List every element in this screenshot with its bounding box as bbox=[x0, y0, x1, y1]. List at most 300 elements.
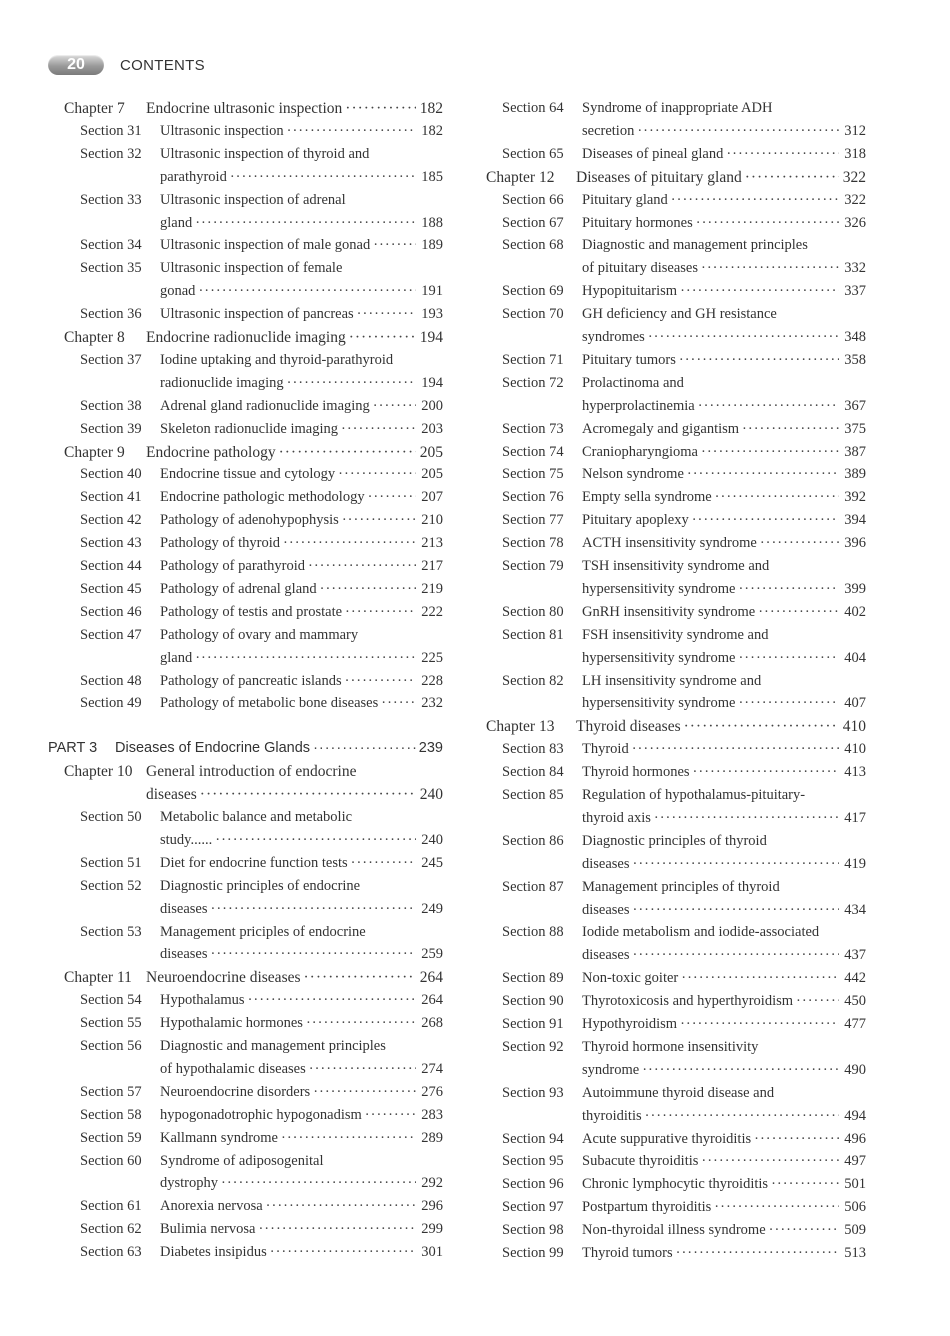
toc-section-label: Section 55 bbox=[80, 1015, 142, 1032]
toc-entry-text bbox=[582, 578, 866, 601]
toc-section-row bbox=[48, 418, 443, 441]
toc-page-number: 228 bbox=[421, 672, 443, 689]
toc-page-number: 182 bbox=[419, 100, 443, 117]
dot-leader bbox=[283, 532, 416, 555]
toc-page-number: 191 bbox=[421, 283, 443, 300]
toc-page-number: 264 bbox=[421, 992, 443, 1009]
toc-entry-text bbox=[115, 737, 443, 760]
page-title: CONTENTS bbox=[120, 56, 205, 74]
toc-entry-text bbox=[160, 189, 443, 212]
toc-entry-title: Ultrasonic inspection bbox=[160, 122, 284, 139]
toc-entry-title: of pituitary diseases bbox=[582, 260, 698, 277]
toc-entry-title: diseases bbox=[582, 901, 630, 918]
toc-entry-title: Diseases of pituitary gland bbox=[576, 168, 742, 186]
toc-entry-text bbox=[146, 97, 443, 120]
toc-section-row bbox=[48, 555, 443, 578]
toc-chapter-row bbox=[484, 166, 866, 189]
toc-entry-text bbox=[582, 692, 866, 715]
dot-leader bbox=[692, 509, 839, 532]
toc-page-number: 232 bbox=[421, 695, 443, 712]
toc-section-row bbox=[484, 761, 866, 784]
toc-section-label: Section 62 bbox=[80, 1221, 142, 1238]
toc-section-row bbox=[484, 692, 866, 715]
toc-entry-title: Thyroid tumors bbox=[582, 1245, 673, 1261]
toc-page-number: 182 bbox=[421, 122, 443, 139]
toc-entry-text bbox=[582, 1128, 866, 1151]
toc-section-row bbox=[484, 624, 866, 647]
toc-entry-text bbox=[160, 349, 443, 372]
toc-section-row bbox=[48, 875, 443, 898]
toc-page-number: 274 bbox=[421, 1060, 443, 1077]
toc-entry-text bbox=[160, 921, 443, 944]
dot-leader bbox=[368, 486, 416, 509]
toc-entry-title: Pathology of parathyroid bbox=[160, 558, 305, 574]
toc-entry-text bbox=[160, 257, 443, 280]
toc-section-row bbox=[484, 1173, 866, 1196]
toc-section-row bbox=[484, 784, 866, 807]
toc-page-number: 494 bbox=[844, 1107, 866, 1124]
dot-leader bbox=[693, 761, 839, 784]
dot-leader bbox=[195, 647, 416, 670]
toc-section-row bbox=[484, 1036, 866, 1059]
toc-section-row bbox=[484, 1219, 866, 1242]
toc-entry-title: Pathology of metabolic bone diseases bbox=[160, 695, 379, 712]
toc-section-row bbox=[484, 1196, 866, 1219]
toc-entry-text bbox=[160, 1241, 443, 1264]
toc-chapter-label: Chapter 9 bbox=[64, 443, 125, 461]
toc-entry-title: Syndrome of adiposogenital bbox=[160, 1152, 324, 1169]
toc-section-row bbox=[484, 372, 866, 395]
toc-entry-title: Iodide metabolism and iodide-associated bbox=[582, 924, 820, 941]
toc-section-row bbox=[484, 532, 866, 555]
toc-section-row bbox=[48, 1127, 443, 1150]
dot-leader bbox=[715, 486, 839, 509]
toc-page-number: 367 bbox=[844, 397, 866, 414]
dot-leader bbox=[687, 463, 839, 486]
toc-section-row bbox=[484, 601, 866, 624]
toc-entry-title: Chronic lymphocytic thyroiditis bbox=[582, 1176, 769, 1193]
toc-entry-title: Endocrine pathologic methodology bbox=[160, 489, 365, 506]
toc-section-label: Section 39 bbox=[80, 420, 142, 437]
toc-entry-title: Thyrotoxicosis and hyperthyroidism bbox=[582, 993, 794, 1010]
toc-entry-title: syndromes bbox=[582, 329, 645, 345]
toc-section-label: Section 44 bbox=[80, 558, 142, 574]
toc-page-number: 268 bbox=[421, 1015, 443, 1032]
toc-entry-text bbox=[160, 280, 443, 303]
toc-part-row bbox=[48, 737, 443, 760]
toc-section-row bbox=[48, 806, 443, 829]
toc-section-row bbox=[484, 990, 866, 1013]
toc-chapter-label: Chapter 12 bbox=[486, 168, 555, 186]
toc-entry-text bbox=[576, 166, 866, 189]
toc-entry-title: Diseases of pineal gland bbox=[582, 145, 724, 162]
toc-section-label: Section 98 bbox=[502, 1222, 564, 1239]
dot-leader bbox=[211, 943, 416, 966]
toc-entry-text bbox=[582, 372, 866, 395]
toc-section-row bbox=[484, 326, 866, 349]
toc-entry-title: Ultrasonic inspection of female bbox=[160, 260, 343, 277]
dot-leader bbox=[726, 143, 839, 166]
dot-leader bbox=[211, 898, 416, 921]
toc-chapter-row bbox=[48, 326, 443, 349]
toc-section-row bbox=[484, 738, 866, 761]
toc-section-row bbox=[48, 647, 443, 670]
toc-section-row bbox=[48, 532, 443, 555]
toc-entry-title: Hypothalamic hormones bbox=[160, 1015, 303, 1032]
toc-entry-title: diseases bbox=[582, 855, 630, 872]
toc-section-label: Section 92 bbox=[502, 1038, 564, 1055]
dot-leader bbox=[738, 647, 839, 670]
dot-leader bbox=[771, 1173, 839, 1196]
toc-page-number: 410 bbox=[844, 741, 866, 758]
toc-section-label: Section 56 bbox=[80, 1038, 142, 1054]
toc-section-row bbox=[48, 943, 443, 966]
dot-leader bbox=[258, 1218, 416, 1241]
toc-section-label: Section 36 bbox=[80, 306, 142, 323]
dot-leader bbox=[645, 1105, 839, 1128]
toc-section-row bbox=[48, 1218, 443, 1241]
toc-page-number: 245 bbox=[421, 854, 443, 871]
dot-leader bbox=[373, 234, 416, 257]
toc-entry-title: Pathology of testis and prostate bbox=[160, 603, 343, 620]
toc-section-row bbox=[484, 280, 866, 303]
toc-section-label: Section 93 bbox=[502, 1084, 564, 1101]
toc-entry-text bbox=[582, 784, 866, 807]
toc-entry-text bbox=[582, 463, 866, 486]
dot-leader bbox=[308, 555, 416, 578]
toc-entry-text bbox=[582, 120, 866, 143]
toc-section-label: Section 42 bbox=[80, 512, 142, 529]
dot-leader bbox=[309, 1058, 416, 1081]
toc-entry-title: Management principles of thyroid bbox=[582, 878, 780, 895]
toc-page-number: 240 bbox=[419, 786, 443, 804]
toc-entry-text bbox=[582, 876, 866, 899]
dot-leader bbox=[738, 578, 839, 601]
dot-leader bbox=[745, 166, 839, 189]
toc-section-label: Section 32 bbox=[80, 145, 142, 162]
toc-entry-text bbox=[160, 692, 443, 715]
toc-entry-title: Endocrine radionuclide imaging bbox=[146, 329, 346, 346]
dot-leader bbox=[742, 418, 839, 441]
toc-section-row bbox=[484, 1242, 866, 1265]
toc-entry-text bbox=[160, 578, 443, 601]
dot-leader bbox=[287, 120, 416, 143]
toc-section-row bbox=[48, 486, 443, 509]
toc-entry-title: of hypothalamic diseases bbox=[160, 1060, 306, 1077]
toc-entry-text bbox=[160, 143, 443, 166]
toc-section-row bbox=[48, 303, 443, 326]
toc-entry-title: Hypothalamus bbox=[160, 992, 245, 1009]
toc-entry-title: Pituitary apoplexy bbox=[582, 512, 689, 529]
toc-entry-text bbox=[582, 1150, 866, 1173]
toc-section-row bbox=[484, 876, 866, 899]
toc-section-row bbox=[48, 234, 443, 257]
toc-section-row bbox=[48, 257, 443, 280]
toc-entry-title: Iodine uptaking and thyroid-parathyroid bbox=[160, 351, 394, 368]
toc-section-row bbox=[48, 349, 443, 372]
toc-section-row bbox=[48, 143, 443, 166]
toc-entry-text bbox=[160, 624, 443, 647]
toc-entry-text bbox=[160, 898, 443, 921]
toc-entry-title: Pituitary tumors bbox=[582, 351, 676, 368]
toc-page-number: 219 bbox=[421, 580, 443, 597]
toc-page-number: 419 bbox=[844, 855, 866, 872]
page-number-badge: 20 bbox=[48, 55, 104, 75]
toc-section-row bbox=[484, 212, 866, 235]
toc-entry-text bbox=[582, 326, 866, 349]
toc-entry-title: Adrenal gland radionuclide imaging bbox=[160, 397, 370, 414]
toc-entry-title: diseases bbox=[160, 900, 208, 917]
toc-section-row bbox=[484, 189, 866, 212]
toc-entry-text bbox=[582, 349, 866, 372]
toc-section-row bbox=[48, 120, 443, 143]
toc-entry-text bbox=[160, 463, 443, 486]
toc-section-label: Section 80 bbox=[502, 603, 564, 620]
toc-page-number: 450 bbox=[844, 993, 866, 1010]
toc-section-row bbox=[48, 1150, 443, 1173]
toc-section-row bbox=[484, 830, 866, 853]
toc-entry-title: gonad bbox=[160, 283, 196, 300]
toc-section-label: Section 40 bbox=[80, 466, 142, 483]
toc-section-row bbox=[48, 463, 443, 486]
toc-section-label: Section 52 bbox=[80, 877, 142, 894]
toc-section-row bbox=[484, 1013, 866, 1036]
toc-section-label: Section 78 bbox=[502, 535, 564, 552]
toc-entry-title: Pathology of pancreatic islands bbox=[160, 672, 342, 689]
toc-entry-title: Pituitary gland bbox=[582, 191, 668, 208]
toc-entry-title: Management priciples of endocrine bbox=[160, 923, 366, 940]
dot-leader bbox=[345, 97, 416, 120]
toc-page-number: 394 bbox=[844, 512, 866, 529]
toc-section-label: Section 69 bbox=[502, 283, 564, 300]
toc-entry-text bbox=[582, 738, 866, 761]
toc-section-label: Section 99 bbox=[502, 1245, 564, 1261]
toc-section-row bbox=[48, 1195, 443, 1218]
toc-entry-title: hypersensitivity syndrome bbox=[582, 695, 736, 712]
toc-section-label: Section 57 bbox=[80, 1083, 142, 1100]
toc-page-number: 322 bbox=[842, 168, 866, 186]
toc-entry-text bbox=[582, 1242, 866, 1265]
toc-section-row bbox=[484, 1150, 866, 1173]
toc-section-row bbox=[48, 829, 443, 852]
toc-page-number: 249 bbox=[421, 900, 443, 917]
toc-page-number: 497 bbox=[844, 1153, 866, 1170]
toc-chapter-label: Chapter 7 bbox=[64, 100, 125, 117]
toc-page-number: 496 bbox=[844, 1130, 866, 1147]
dot-leader bbox=[215, 829, 416, 852]
toc-entry-text bbox=[160, 418, 443, 441]
toc-entry-title: ACTH insensitivity syndrome bbox=[582, 535, 757, 552]
toc-section-row bbox=[484, 349, 866, 372]
toc-part-label: PART 3 bbox=[48, 740, 98, 757]
toc-entry-title: Autoimmune thyroid disease and bbox=[582, 1084, 775, 1101]
toc-entry-text bbox=[160, 852, 443, 875]
dot-leader bbox=[345, 601, 416, 624]
toc-chapter-row bbox=[48, 441, 443, 464]
dot-leader bbox=[701, 441, 839, 464]
toc-entry-text bbox=[582, 509, 866, 532]
toc-entry-title: Non-toxic goiter bbox=[582, 970, 679, 987]
toc-entry-text bbox=[160, 212, 443, 235]
dot-leader bbox=[287, 372, 416, 395]
toc-entry-title: Nelson syndrome bbox=[582, 466, 684, 483]
dot-leader bbox=[200, 783, 416, 806]
toc-section-row bbox=[484, 670, 866, 693]
dot-leader bbox=[633, 899, 839, 922]
toc-section-row bbox=[48, 1058, 443, 1081]
toc-section-row bbox=[484, 1082, 866, 1105]
toc-entry-title: Thyroid diseases bbox=[576, 718, 681, 736]
toc-section-row bbox=[484, 441, 866, 464]
dot-leader bbox=[633, 944, 839, 967]
toc-page-number: 289 bbox=[421, 1129, 443, 1146]
toc-section-row bbox=[484, 1128, 866, 1151]
toc-entry-text bbox=[582, 990, 866, 1013]
toc-section-label: Section 54 bbox=[80, 992, 142, 1009]
toc-section-label: Section 90 bbox=[502, 993, 564, 1010]
toc-section-label: Section 61 bbox=[80, 1198, 142, 1215]
toc-entry-text bbox=[582, 1219, 866, 1242]
toc-chapter-label: Chapter 8 bbox=[64, 329, 125, 346]
toc-entry-title: Ultrasonic inspection of adrenal bbox=[160, 191, 346, 208]
toc-entry-title: dystrophy bbox=[160, 1175, 218, 1192]
toc-section-row bbox=[484, 967, 866, 990]
toc-entry-text bbox=[582, 944, 866, 967]
toc-entry-title: Pathology of adenohypophysis bbox=[160, 512, 339, 529]
toc-entry-title: thyroid axis bbox=[582, 809, 651, 826]
toc-section-row bbox=[484, 509, 866, 532]
toc-page-number: 509 bbox=[844, 1222, 866, 1239]
toc-entry-title: Pathology of adrenal gland bbox=[160, 580, 317, 597]
dot-leader bbox=[304, 966, 416, 989]
toc-section-row bbox=[484, 395, 866, 418]
toc-entry-title: Diagnostic and management principles bbox=[582, 237, 808, 254]
toc-entry-title: Regulation of hypothalamus-pituitary- bbox=[582, 787, 806, 803]
toc-section-row bbox=[484, 921, 866, 944]
toc-entry-title: FSH insensitivity syndrome and bbox=[582, 626, 769, 643]
dot-leader bbox=[633, 853, 839, 876]
toc-entry-text bbox=[582, 670, 866, 693]
toc-entry-text bbox=[582, 853, 866, 876]
toc-entry-text bbox=[582, 967, 866, 990]
toc-entry-title: Diagnostic principles of thyroid bbox=[582, 832, 767, 849]
toc-entry-title: study...... bbox=[160, 831, 213, 848]
dot-leader bbox=[648, 326, 839, 349]
page-header bbox=[48, 54, 205, 76]
dot-leader bbox=[714, 1196, 839, 1219]
toc-page-number: 194 bbox=[421, 374, 443, 391]
dot-leader bbox=[281, 1127, 416, 1150]
dot-leader bbox=[696, 212, 839, 235]
toc-section-label: Section 88 bbox=[502, 924, 564, 941]
toc-section-label: Section 50 bbox=[80, 809, 142, 825]
dot-leader bbox=[381, 692, 416, 715]
toc-entry-title: parathyroid bbox=[160, 168, 227, 185]
dot-leader bbox=[676, 1242, 839, 1265]
toc-entry-text bbox=[160, 1150, 443, 1173]
toc-section-label: Section 86 bbox=[502, 832, 564, 849]
dot-leader bbox=[637, 120, 839, 143]
toc-entry-title: LH insensitivity syndrome and bbox=[582, 672, 762, 689]
toc-page-number: 207 bbox=[421, 489, 443, 506]
toc-entry-title: Thyroid hormone insensitivity bbox=[582, 1038, 759, 1055]
toc-page-number: 437 bbox=[844, 947, 866, 964]
toc-entry-title: hypogonadotrophic hypogonadism bbox=[160, 1106, 362, 1123]
toc-entry-text bbox=[582, 257, 866, 280]
toc-page-number: 292 bbox=[421, 1175, 443, 1192]
toc-entry-text bbox=[582, 1082, 866, 1105]
toc-entry-text bbox=[582, 647, 866, 670]
dot-leader bbox=[313, 737, 416, 760]
toc-entry-title: Thyroid hormones bbox=[582, 764, 690, 781]
toc-entry-text bbox=[160, 1195, 443, 1218]
toc-entry-text bbox=[582, 189, 866, 212]
dot-leader bbox=[760, 532, 839, 555]
dot-leader bbox=[671, 189, 839, 212]
dot-leader bbox=[632, 738, 839, 761]
toc-section-row bbox=[484, 97, 866, 120]
toc-section-label: Section 83 bbox=[502, 741, 564, 758]
dot-leader bbox=[230, 166, 416, 189]
dot-leader bbox=[221, 1172, 416, 1195]
toc-section-row bbox=[484, 555, 866, 578]
toc-section-row bbox=[48, 578, 443, 601]
toc-page-number: 194 bbox=[419, 329, 443, 346]
toc-page-number: 513 bbox=[844, 1245, 866, 1261]
toc-entry-text bbox=[582, 921, 866, 944]
toc-entry-text bbox=[582, 807, 866, 830]
toc-entry-text bbox=[160, 601, 443, 624]
toc-page-number: 185 bbox=[421, 168, 443, 185]
toc-entry-text bbox=[582, 486, 866, 509]
toc-entry-title: syndrome bbox=[582, 1061, 640, 1078]
toc-entry-text bbox=[160, 532, 443, 555]
dot-leader bbox=[349, 326, 416, 349]
toc-section-row bbox=[484, 303, 866, 326]
toc-section-label: Section 53 bbox=[80, 923, 142, 940]
toc-section-label: Section 94 bbox=[502, 1130, 564, 1147]
toc-entry-title: diseases bbox=[146, 786, 197, 804]
toc-section-label: Section 63 bbox=[80, 1244, 142, 1261]
toc-page-number: 299 bbox=[421, 1221, 443, 1238]
toc-page-number: 387 bbox=[844, 443, 866, 460]
toc-entry-title: Thyroid bbox=[582, 741, 629, 758]
toc-entry-title: Acute suppurative thyroiditis bbox=[582, 1130, 752, 1147]
toc-page-number: 417 bbox=[844, 809, 866, 826]
toc-page-number: 240 bbox=[421, 831, 443, 848]
toc-entry-title: radionuclide imaging bbox=[160, 374, 284, 391]
toc-section-row bbox=[484, 486, 866, 509]
dot-leader bbox=[270, 1241, 416, 1264]
toc-page-number: 413 bbox=[844, 764, 866, 781]
toc-page-number: 205 bbox=[421, 466, 443, 483]
toc-entry-title: Metabolic balance and metabolic bbox=[160, 809, 353, 825]
dot-leader bbox=[320, 578, 416, 601]
toc-section-label: Section 75 bbox=[502, 466, 564, 483]
toc-page-number: 296 bbox=[421, 1198, 443, 1215]
toc-page-number: 301 bbox=[421, 1244, 443, 1261]
toc-entry-text bbox=[582, 303, 866, 326]
dot-leader bbox=[769, 1219, 839, 1242]
toc-entry-text bbox=[146, 326, 443, 349]
toc-section-row bbox=[484, 257, 866, 280]
toc-entry-text bbox=[160, 166, 443, 189]
toc-entry-text bbox=[582, 1105, 866, 1128]
toc-page-number: 318 bbox=[844, 145, 866, 162]
toc-entry-title: Non-thyroidal illness syndrome bbox=[582, 1222, 766, 1239]
toc-page-number: 410 bbox=[842, 718, 866, 736]
toc-page-number: 225 bbox=[421, 649, 443, 666]
